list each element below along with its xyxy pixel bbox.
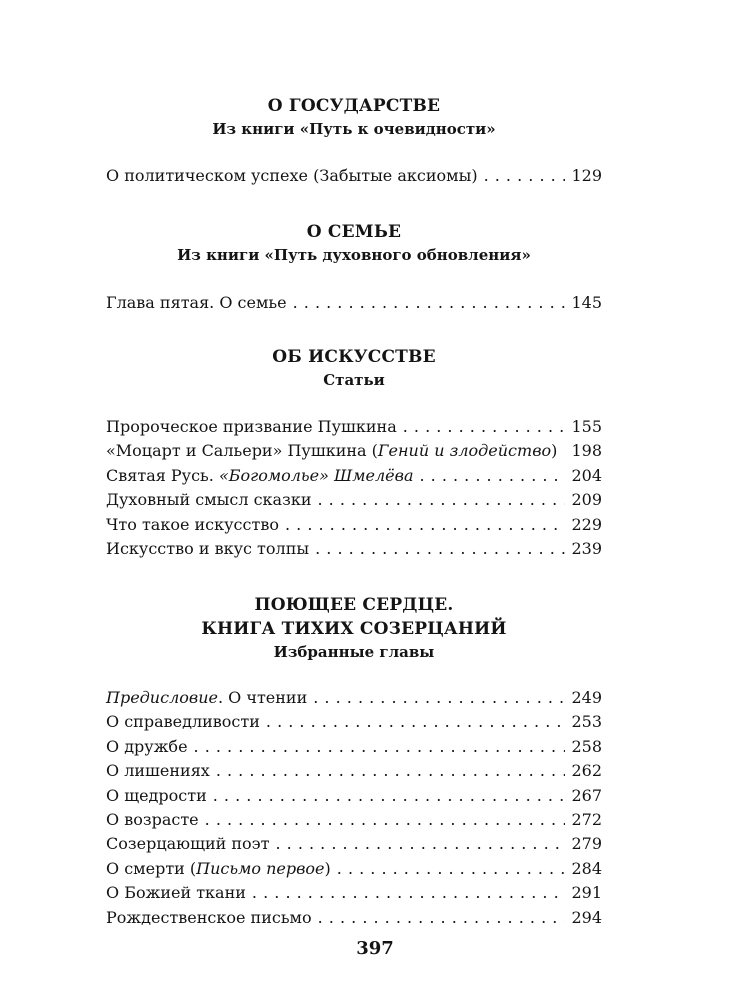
section-subtitle: Избранные главы [273,643,435,661]
section-title: ПОЮЩЕЕ СЕРДЦЕ. [254,595,454,615]
entry-title [106,832,269,856]
entry-title-part: Святая Русь. [106,465,219,485]
entry-title [106,164,478,188]
entry-page-number: 253 [571,712,602,732]
entry-title [106,784,207,808]
toc-entry [106,464,602,488]
entry-page-number: 262 [571,761,602,781]
entry-title [106,759,210,783]
dot-leader [337,857,566,881]
dot-leader [205,808,566,832]
entry-title-part: Искусство и вкус толпы [106,539,310,559]
section-title: ОБ ИСКУССТВЕ [272,347,436,367]
dot-leader [315,537,565,561]
toc-section-singing-heart [106,593,602,930]
toc-entry [106,735,602,759]
entry-title-part: О лишениях [106,761,210,781]
entry-page-number: 258 [571,736,602,756]
toc-entry [106,832,602,856]
entry-title-italic-part: Предисловие [106,688,218,707]
toc-entry [106,881,602,905]
dot-leader [419,464,565,488]
toc-section-family [106,220,602,315]
toc-entry [106,513,602,537]
toc-entry [106,415,602,439]
entry-title [106,710,260,734]
entry-title-part: О дружбе [106,736,188,756]
toc-section-art [106,345,602,561]
entry-title-part: Духовный смысл сказки [106,490,312,510]
entry-title [106,439,571,463]
dot-leader [216,759,566,783]
toc-entry [106,784,602,808]
entry-title [106,686,307,710]
entry-title-part: ) [324,858,331,878]
dot-leader [252,881,566,905]
dot-leader [275,832,565,856]
toc-entry [106,439,602,463]
entry-title-part: О щедрости [106,785,207,805]
entry-title-part: Глава пятая. О семье [106,293,287,312]
entry-page-number: 294 [571,907,602,927]
entry-title [106,857,331,881]
entry-page-number: 129 [571,166,602,185]
entry-page-number: 204 [571,465,602,485]
entry-title-part: Созерцающий поэт [106,834,270,854]
dot-leader [403,415,566,439]
entry-title-part: Рождественское письмо [106,907,312,927]
entry-page-number: 239 [571,539,602,559]
entry-page-number: 155 [571,417,602,436]
toc-entry [106,710,602,734]
entry-title [106,464,413,488]
entry-title-part: . О чтении [217,688,308,707]
entry-title-part: О возрасте [106,810,199,830]
toc-entry [106,808,602,832]
entry-title-part: Пророческое призвание Пушкина [106,417,397,436]
entry-title-italic-part: Гений и злодейство [377,441,552,461]
dot-leader [293,291,566,315]
entry-page-number: 198 [571,441,602,461]
section-subtitle: Из книги «Путь духовного обновления» [177,246,531,264]
entry-list [106,686,602,930]
entry-title-part: ) [551,441,558,461]
toc-entry [106,164,602,188]
entry-title [106,735,188,759]
entry-page-number: 291 [571,883,602,903]
entry-title [106,488,311,512]
section-subtitle: Из книги «Путь к очевидности» [212,120,496,138]
entry-page-number: 229 [571,514,602,534]
toc-entry [106,906,602,930]
entry-title-part: О справедливости [106,712,260,732]
dot-leader [318,906,566,930]
dot-leader [213,784,566,808]
toc-entry [106,686,602,710]
toc-entry [106,759,602,783]
entry-page-number: 249 [571,688,602,707]
entry-list [106,415,602,561]
section-title: О СЕМЬЕ [306,222,402,242]
entry-title [106,513,279,537]
entry-page-number: 145 [571,293,602,312]
entry-page-number: 279 [571,834,602,854]
toc-entry [106,291,602,315]
entry-title-part: О Божией ткани [106,883,246,903]
dot-leader [313,686,565,710]
dot-leader [285,513,565,537]
entry-title-part: Что такое искусство [106,514,279,534]
section-title: О ГОСУДАРСТВЕ [267,96,441,116]
toc-section-state [106,94,602,188]
toc-entry [106,537,602,561]
dot-leader [317,488,565,512]
entry-list [106,291,602,315]
entry-page-number: 272 [571,810,602,830]
dot-leader [484,164,566,188]
entry-title-italic-part: Письмо первое [196,858,325,878]
entry-title [106,291,287,315]
entry-page-number: 284 [571,858,602,878]
dot-leader [266,710,566,734]
entry-title-part: О смерти ( [106,858,197,878]
entry-title [106,906,312,930]
entry-title [106,881,246,905]
page-number: 397 [356,938,394,959]
section-title-line-2: КНИГА ТИХИХ СОЗЕРЦАНИЙ [201,619,507,639]
dot-leader [194,735,566,759]
entry-title-part: О политическом успехе (Забытые аксиомы) [106,166,478,185]
entry-page-number: 209 [571,490,602,510]
section-subtitle: Статьи [323,371,385,389]
entry-list [106,164,602,188]
entry-title [106,415,397,439]
toc-entry [106,488,602,512]
entry-title [106,808,199,832]
toc-entry [106,857,602,881]
entry-page-number: 267 [571,785,602,805]
entry-title [106,537,309,561]
entry-title-italic-part: «Богомолье» Шмелёва [218,465,414,485]
entry-title-part: «Моцарт и Сальери» Пушкина ( [106,441,378,461]
